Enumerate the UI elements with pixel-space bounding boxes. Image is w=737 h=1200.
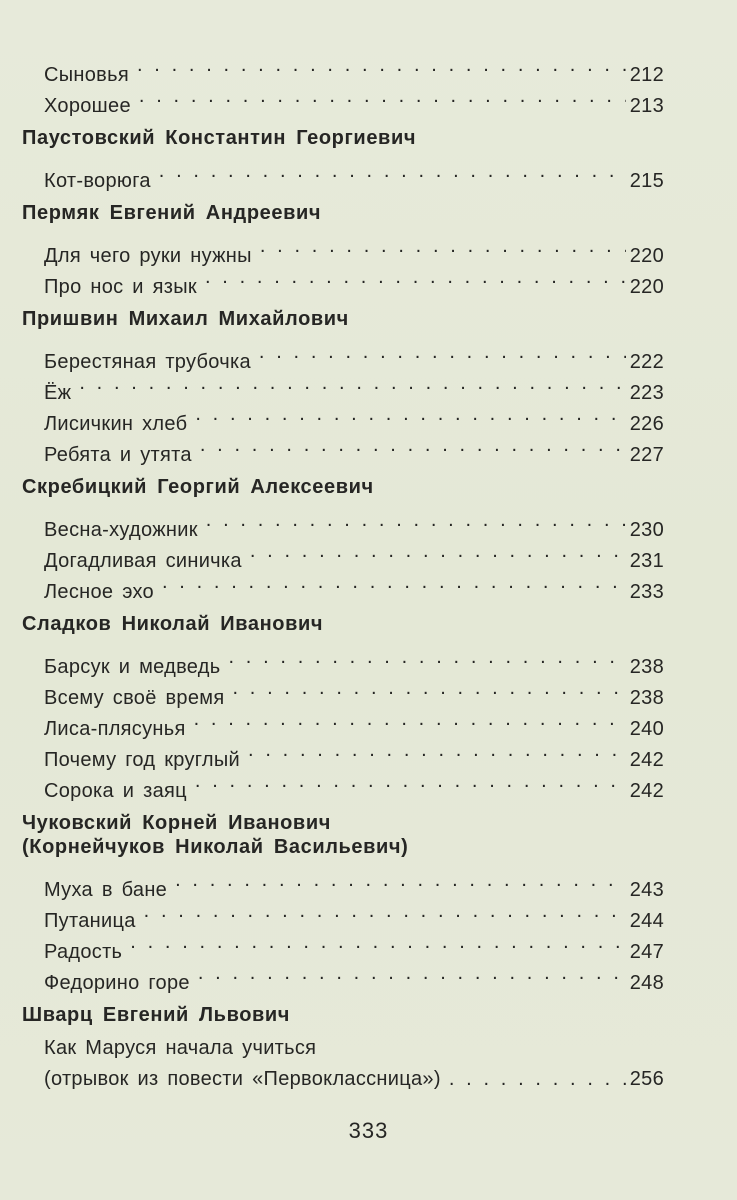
entry-title: Про нос и язык [44, 276, 197, 298]
dot-leader [248, 735, 626, 766]
entry-title: Хорошее [44, 95, 131, 117]
toc-section [22, 797, 664, 994]
dot-leader [205, 262, 626, 293]
entry-title: Муха в бане [44, 879, 168, 901]
dot-leader [144, 896, 626, 927]
dot-leader [260, 231, 626, 262]
entry-page-number: 226 [629, 413, 664, 435]
entry-title: Догадливая синичка [44, 550, 242, 572]
author-name-line: Паустовский Константин Георгиевич [22, 127, 417, 149]
author-name-line: Сладков Николай Иванович [22, 613, 324, 635]
entry-title: Всему своё время [44, 687, 225, 709]
entry-title: Для чего руки нужны [44, 245, 252, 267]
entry-page-number: 215 [629, 170, 664, 192]
author-heading [22, 811, 664, 859]
entry-title: Сыновья [44, 64, 129, 86]
dot-leader [200, 430, 626, 461]
toc-section [22, 293, 664, 466]
dot-leader [79, 368, 625, 399]
entry-page-number: 227 [629, 444, 664, 466]
entry-title: Кот-ворюга [44, 170, 151, 192]
entry-title: Ребята и утята [44, 444, 192, 466]
entry-page-number: 242 [629, 749, 664, 771]
dot-leader [206, 505, 626, 536]
toc-entry[interactable] [22, 399, 664, 435]
entry-page-number: 220 [629, 276, 664, 298]
entry-title: Барсук и медведь [44, 656, 221, 678]
author-heading [22, 612, 664, 636]
toc-section [22, 461, 664, 603]
entry-page-number: 212 [629, 64, 664, 86]
author-name-line: Скребицкий Георгий Алексеевич [22, 476, 374, 498]
author-heading [22, 307, 664, 331]
page-number: 333 [348, 1118, 389, 1143]
entry-page-number: 223 [629, 382, 664, 404]
entry-title: Сорока и заяц [44, 780, 187, 802]
entry-page-number: 242 [629, 780, 664, 802]
toc-entry[interactable] [22, 642, 664, 678]
dot-leader [137, 50, 626, 81]
entry-page-number: 230 [629, 519, 664, 541]
entry-page-number: 247 [629, 941, 664, 963]
toc-section [22, 187, 664, 298]
entry-title [44, 1033, 441, 1095]
author-name-line: (Корнейчуков Николай Васильевич) [22, 836, 409, 858]
author-name-line: Шварц Евгений Львович [22, 1004, 291, 1026]
toc-entry[interactable] [22, 50, 664, 86]
toc-entry[interactable] [22, 368, 664, 404]
entry-page-number: 233 [629, 581, 664, 603]
dot-leader [195, 399, 625, 430]
entry-title: Весна-художник [44, 519, 198, 541]
author-name-line: Пермяк Евгений Андреевич [22, 202, 322, 224]
entry-page-number: 248 [629, 972, 664, 994]
entry-title: Ёж [44, 382, 72, 404]
toc-entry[interactable] [22, 156, 664, 192]
dot-leader [259, 337, 626, 368]
dot-leader [130, 927, 625, 958]
entry-page-number: 244 [629, 910, 664, 932]
toc-section [22, 598, 664, 802]
dot-leader [139, 81, 626, 112]
entry-page-number: 256 [629, 1068, 664, 1090]
toc-entry[interactable] [22, 505, 664, 541]
entry-title: Радость [44, 941, 123, 963]
author-name-line: Чуковский Корней Иванович [22, 812, 331, 834]
toc-entry[interactable] [22, 865, 664, 901]
author-name-line: Пришвин Михаил Михайлович [22, 308, 349, 330]
dot-leader [232, 673, 625, 704]
author-heading [22, 475, 664, 499]
entry-title: Путаница [44, 910, 136, 932]
entry-page-number: 240 [629, 718, 664, 740]
entry-title: Лесное эхо [44, 581, 154, 603]
toc-section [22, 989, 664, 1095]
dot-leader [159, 156, 626, 187]
toc-entry[interactable] [22, 337, 664, 373]
entry-title: Берестяная трубочка [44, 351, 251, 373]
entry-page-number: 213 [629, 95, 664, 117]
toc-section [22, 112, 664, 192]
dot-leader [228, 642, 625, 673]
dot-leader [175, 865, 626, 896]
author-heading [22, 126, 664, 150]
entry-title: Федорино горе [44, 972, 190, 994]
dot-leader [195, 766, 626, 797]
entry-page-number: 238 [629, 687, 664, 709]
dot-leader [162, 567, 626, 598]
author-heading [22, 1003, 664, 1027]
entry-page-number: 231 [629, 550, 664, 572]
entry-page-number: 243 [629, 879, 664, 901]
toc-section [22, 50, 664, 117]
entry-page-number: 238 [629, 656, 664, 678]
toc-entry[interactable] [22, 231, 664, 267]
table-of-contents [22, 50, 664, 1095]
dot-leader [194, 704, 626, 735]
entry-title: Лисичкин хлеб [44, 413, 188, 435]
dot-leader [198, 958, 626, 989]
dot-leader [250, 536, 626, 567]
entry-title-line: Как Маруся начала учиться [44, 1037, 317, 1059]
dot-leader [449, 1064, 626, 1095]
entry-title-line: (отрывок из повести «Первоклассница») [44, 1068, 441, 1090]
entry-title: Почему год круглый [44, 749, 241, 771]
entry-page-number: 222 [629, 351, 664, 373]
entry-page-number: 220 [629, 245, 664, 267]
author-heading [22, 201, 664, 225]
entry-title: Лиса-плясунья [44, 718, 186, 740]
toc-entry[interactable] [22, 1033, 664, 1095]
